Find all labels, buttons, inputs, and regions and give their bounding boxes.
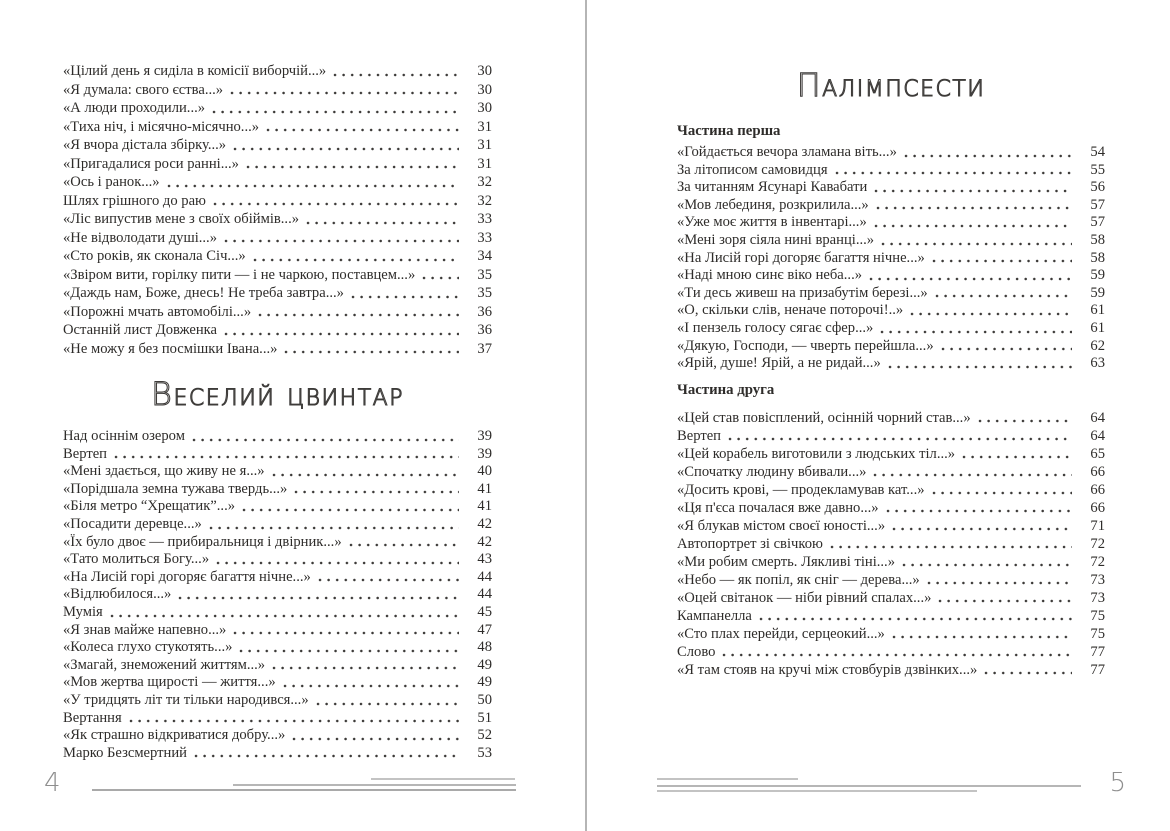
toc-entry — [63, 586, 492, 604]
toc-section-part-one — [677, 144, 1105, 373]
footer-rule — [233, 784, 516, 786]
toc-entry — [63, 229, 492, 248]
toc-entry-title: «Порожні мчать автомобілі...» — [63, 303, 252, 320]
toc-entry-page: 40 — [477, 463, 492, 480]
toc-entry-title: «Мов жертва щирості — життя...» — [63, 674, 276, 691]
toc-entry-page: 35 — [477, 266, 492, 283]
toc-entry-page: 55 — [1090, 161, 1105, 178]
dot-leader — [266, 127, 459, 133]
dot-leader — [938, 598, 1072, 604]
dot-leader — [984, 670, 1072, 676]
toc-entry-title: «Я там стояв на кручі між стовбурів дзвінких...» — [677, 661, 978, 678]
toc-entry-page: 31 — [477, 155, 492, 172]
toc-entry — [63, 639, 492, 657]
toc-entry — [63, 192, 492, 211]
toc-entry-title: Шлях грішного до раю — [63, 192, 206, 209]
dot-leader — [284, 349, 459, 355]
toc-entry — [677, 232, 1105, 250]
toc-entry — [63, 303, 492, 322]
toc-entry-page: 39 — [477, 428, 492, 444]
toc-entry-title: За читанням Ясунарі Кавабати — [677, 179, 868, 196]
toc-entry-title: «Я вчора дістала збірку...» — [63, 137, 227, 153]
toc-entry-title: «Ліс випустив мене з своїх обіймів...» — [63, 211, 300, 227]
toc-entry-title: «Пригадалися роси ранні...» — [63, 155, 239, 172]
dot-leader — [835, 170, 1072, 176]
toc-entry — [677, 481, 1105, 499]
toc-entry — [63, 534, 492, 552]
toc-entry — [63, 81, 492, 100]
page-number-right: 5 — [1109, 768, 1126, 798]
section-heading-veselyi-tsvyntar: Веселий цвинтар — [151, 375, 404, 413]
toc-entry-title: «Ось і ранок...» — [63, 174, 160, 190]
toc-entry-page: 57 — [1090, 214, 1105, 231]
dot-leader — [316, 701, 459, 707]
toc-entry — [677, 499, 1105, 517]
toc-entry — [63, 210, 492, 229]
toc-entry-page: 75 — [1090, 625, 1105, 642]
toc-entry — [63, 446, 492, 464]
footer-rule — [657, 778, 798, 780]
toc-entry-page: 30 — [477, 81, 492, 98]
page-number-left: 4 — [44, 768, 61, 798]
toc-entry-page: 41 — [477, 480, 492, 497]
toc-entry — [63, 428, 492, 446]
toc-entry — [63, 727, 492, 745]
toc-entry — [677, 427, 1105, 445]
toc-entry-title: «Ми робим смерть. Лякливі тіні...» — [677, 553, 895, 570]
toc-entry-page: 72 — [1090, 535, 1105, 552]
toc-entry-title: «Я знав майже напевно...» — [63, 621, 227, 638]
toc-entry-page: 36 — [477, 322, 492, 338]
toc-entry — [677, 535, 1105, 553]
dot-leader — [216, 560, 459, 566]
toc-entry-title: «Мов лебединя, розкрилила...» — [677, 196, 869, 213]
toc-entry-page: 75 — [1090, 607, 1105, 624]
toc-section-veselyi-tsvyntar — [63, 428, 492, 762]
toc-entry — [677, 320, 1105, 338]
toc-entry-title: Марко Безсмертний — [63, 744, 187, 761]
toc-entry-page: 56 — [1090, 179, 1105, 196]
toc-entry-page: 42 — [477, 533, 492, 550]
toc-entry — [677, 553, 1105, 571]
dot-leader — [283, 683, 459, 689]
dot-leader — [722, 652, 1072, 658]
toc-entry-title: «Сто років, як сконала Січ...» — [63, 248, 246, 264]
footer-rule — [657, 785, 1081, 787]
toc-entry — [63, 99, 492, 118]
dot-leader — [962, 454, 1072, 460]
toc-entry-page: 53 — [477, 744, 492, 761]
dot-leader — [272, 665, 459, 671]
section-heading-palimpsesty: Палімпсести — [796, 66, 986, 104]
toc-entry — [677, 445, 1105, 463]
toc-entry-title: «Колеса глухо стукотять...» — [63, 639, 233, 656]
toc-entry-page: 59 — [1090, 267, 1105, 284]
toc-entry — [63, 481, 492, 499]
dot-leader — [114, 454, 459, 460]
toc-entry-title: «Ти десь живеш на призабутім березі...» — [677, 284, 928, 301]
page-fold-gutter-line — [585, 0, 587, 831]
dot-leader — [212, 109, 459, 115]
toc-entry — [63, 657, 492, 675]
toc-entry — [677, 250, 1105, 268]
dot-leader — [881, 241, 1072, 247]
toc-entry-title: «Досить крові, — продекламував кат...» — [677, 481, 925, 498]
dot-leader — [213, 201, 459, 207]
dot-leader — [351, 294, 459, 300]
dot-leader — [910, 311, 1072, 317]
toc-entry-page: 39 — [477, 445, 492, 462]
dot-leader — [886, 508, 1072, 514]
toc-entry-title: Вертеп — [63, 445, 107, 462]
toc-entry-page: 77 — [1090, 661, 1105, 678]
toc-entry — [63, 173, 492, 192]
toc-entry-title: «Наді мною синє віко неба...» — [677, 267, 863, 284]
toc-entry-title: «Спочатку людину вбивали...» — [677, 463, 867, 480]
toc-entry-page: 30 — [477, 100, 492, 116]
toc-entry-page: 59 — [1090, 284, 1105, 301]
dot-leader — [306, 220, 459, 226]
toc-entry — [63, 321, 492, 340]
footer-rule — [657, 790, 977, 792]
dot-leader — [233, 146, 459, 152]
toc-entry-title: «Порідшала земна тужава твердь...» — [63, 480, 288, 497]
toc-entry — [63, 266, 492, 285]
toc-entry-page: 63 — [1090, 355, 1105, 372]
dot-leader — [233, 630, 459, 636]
dot-leader — [178, 595, 459, 601]
toc-entry-page: 73 — [1090, 571, 1105, 588]
dot-leader — [941, 346, 1072, 352]
toc-entry-page: 66 — [1090, 463, 1105, 480]
toc-entry-title: «Я блукав містом своєї юності...» — [677, 517, 886, 534]
toc-entry-title: «На Лисій горі догоряє багаття нічне...» — [63, 568, 311, 585]
dot-leader — [129, 718, 459, 724]
toc-entry-title: Останній лист Довженка — [63, 322, 218, 338]
toc-entry-page: 42 — [477, 515, 492, 532]
dot-leader — [728, 436, 1072, 442]
toc-entry-page: 52 — [477, 727, 492, 744]
toc-entry-page: 44 — [477, 568, 492, 585]
dot-leader — [253, 257, 459, 263]
toc-entry-title: «Не можу я без посмішки Івана...» — [63, 340, 278, 357]
dot-leader — [874, 188, 1072, 194]
toc-column-right — [677, 64, 1105, 679]
dot-leader — [349, 542, 459, 548]
toc-entry — [677, 625, 1105, 643]
toc-entry-page: 58 — [1090, 249, 1105, 266]
toc-entry-title: «Гойдається вечора зламана віть...» — [677, 144, 897, 160]
toc-entry-page: 43 — [477, 551, 492, 568]
toc-entry — [677, 179, 1105, 197]
toc-entry — [677, 162, 1105, 180]
toc-entry-page: 73 — [1090, 589, 1105, 606]
toc-entry-page: 71 — [1090, 517, 1105, 534]
toc-entry-page: 37 — [477, 340, 492, 357]
dot-leader — [242, 507, 459, 513]
toc-entry-title: «Ця п'єса почалася вже давно...» — [677, 499, 879, 516]
toc-entry — [677, 267, 1105, 285]
toc-column-left — [63, 62, 492, 762]
toc-entry-page: 66 — [1090, 499, 1105, 516]
dot-leader — [224, 238, 459, 244]
toc-entry-page: 64 — [1090, 427, 1105, 444]
toc-entry-title: Мумія — [63, 603, 103, 620]
toc-entry-title: Вертання — [63, 709, 122, 726]
toc-entry-page: 49 — [477, 674, 492, 691]
toc-section-part-two — [677, 409, 1105, 679]
dot-leader — [830, 544, 1072, 550]
toc-entry — [677, 409, 1105, 427]
toc-entry — [677, 661, 1105, 679]
toc-entry — [63, 62, 492, 81]
toc-entry-title: «У тридцять літ ти тільки народився...» — [63, 691, 309, 708]
dot-leader — [272, 472, 459, 478]
dot-leader — [224, 331, 459, 337]
dot-leader — [902, 562, 1072, 568]
toc-entry-title: «Відлюбилося...» — [63, 586, 172, 603]
dot-leader — [759, 616, 1072, 622]
dot-leader — [932, 490, 1072, 496]
toc-entry-title: Над осіннім озером — [63, 428, 185, 444]
toc-entry-page: 35 — [477, 285, 492, 301]
toc-entry — [63, 622, 492, 640]
toc-entry-page: 45 — [477, 603, 492, 620]
toc-entry-page: 62 — [1090, 337, 1105, 354]
toc-entry-title: «Як страшно відкриватися добру...» — [63, 727, 286, 744]
toc-entry — [63, 155, 492, 174]
toc-entry — [677, 589, 1105, 607]
toc-entry-page: 47 — [477, 621, 492, 638]
dot-leader — [876, 205, 1072, 211]
toc-entry-title: «І пензель голосу сягає сфер...» — [677, 319, 874, 336]
dot-leader — [892, 526, 1072, 532]
toc-entry — [63, 284, 492, 303]
toc-entry — [677, 571, 1105, 589]
toc-entry-title: За літописом самовидця — [677, 161, 828, 178]
toc-entry-page: 77 — [1090, 643, 1105, 660]
dot-leader — [258, 312, 459, 318]
toc-entry-title: «Посадити деревце...» — [63, 515, 202, 532]
toc-entry-page: 34 — [477, 248, 492, 264]
footer-rule — [371, 778, 515, 780]
toc-entry — [63, 136, 492, 155]
dot-leader — [978, 418, 1072, 424]
toc-entry-title: «Тато молиться Богу...» — [63, 551, 210, 568]
toc-entry-title: «Їх було двоє — прибиральниця і двірник...» — [63, 533, 342, 550]
toc-entry — [63, 247, 492, 266]
toc-entry-page: 31 — [477, 137, 492, 153]
toc-entry-title: «Даждь нам, Боже, днесь! Не треба завтра...» — [63, 285, 344, 301]
toc-entry-page: 66 — [1090, 481, 1105, 498]
toc-entry-title: «Цілий день я сиділа в комісії виборчій...» — [63, 63, 327, 79]
toc-entry-page: 36 — [477, 303, 492, 320]
toc-entry — [677, 517, 1105, 535]
toc-entry-title: «О, скільки слів, неначе поторочі!..» — [677, 302, 904, 319]
dot-leader — [318, 577, 459, 583]
toc-entry — [63, 463, 492, 481]
toc-entry-title: «На Лисій горі догоряє багаття нічне...» — [677, 249, 925, 266]
dot-leader — [194, 753, 459, 759]
toc-entry-page: 61 — [1090, 302, 1105, 319]
toc-entry-title: «А люди проходили...» — [63, 100, 206, 116]
dot-leader — [209, 525, 459, 531]
toc-entry-title: «Цей корабель виготовили з людських тіл...» — [677, 445, 956, 462]
toc-entry — [63, 692, 492, 710]
toc-entry-page: 32 — [477, 174, 492, 190]
dot-leader — [167, 183, 459, 189]
toc-entry-title: Кампанелла — [677, 607, 752, 624]
toc-entry — [63, 745, 492, 763]
toc-entry — [677, 643, 1105, 661]
toc-entry — [677, 607, 1105, 625]
footer-rule — [92, 789, 516, 791]
toc-entry-title: «Не відволодати душі...» — [63, 229, 218, 246]
toc-entry-page: 32 — [477, 192, 492, 209]
part-one-label: Частина перша — [677, 123, 781, 139]
toc-entry-page: 48 — [477, 639, 492, 656]
dot-leader — [888, 364, 1072, 370]
dot-leader — [422, 275, 459, 281]
toc-entry-page: 49 — [477, 656, 492, 673]
toc-entry-page: 54 — [1090, 144, 1105, 160]
toc-entry-page: 51 — [477, 709, 492, 726]
toc-entry-page: 30 — [477, 63, 492, 79]
toc-entry-title: «Змагай, знеможений життям...» — [63, 656, 266, 673]
toc-entry-title: Слово — [677, 643, 716, 660]
dot-leader — [246, 164, 459, 170]
toc-entry — [63, 674, 492, 692]
toc-entry-title: «Цей став повісплений, осінній чорний став...» — [677, 409, 971, 426]
dot-leader — [892, 634, 1072, 640]
toc-entry — [677, 214, 1105, 232]
dot-leader — [192, 437, 459, 443]
toc-entry-page: 64 — [1090, 409, 1105, 426]
dot-leader — [932, 258, 1072, 264]
toc-entry-page: 58 — [1090, 231, 1105, 248]
dot-leader — [110, 613, 459, 619]
toc-entry-page: 33 — [477, 229, 492, 246]
toc-section-intro — [63, 62, 492, 358]
toc-entry-title: Автопортрет зі свічкою — [677, 535, 823, 552]
toc-entry — [677, 338, 1105, 356]
dot-leader — [869, 276, 1072, 282]
toc-entry-title: «Ярій, душе! Ярій, а не ридай...» — [677, 355, 881, 372]
toc-entry — [63, 569, 492, 587]
toc-entry-page: 33 — [477, 211, 492, 227]
toc-entry-title: «Звіром вити, горілку пити — і не чаркою, поставцем...» — [63, 266, 416, 283]
toc-entry-title: Вертеп — [677, 427, 721, 444]
toc-entry — [63, 498, 492, 516]
dot-leader — [927, 580, 1072, 586]
toc-entry-page: 65 — [1090, 445, 1105, 462]
toc-entry — [63, 710, 492, 728]
toc-entry — [63, 516, 492, 534]
toc-entry-page: 50 — [477, 691, 492, 708]
toc-entry — [677, 144, 1105, 162]
toc-entry-title: «Дякую, Господи, — чверть перейшла...» — [677, 337, 934, 354]
dot-leader — [239, 648, 459, 654]
dot-leader — [873, 472, 1072, 478]
toc-entry — [63, 551, 492, 569]
dot-leader — [333, 72, 459, 78]
toc-entry-page: 44 — [477, 586, 492, 603]
toc-entry-title: «Мені здається, що живу не я...» — [63, 463, 265, 480]
dot-leader — [230, 90, 459, 96]
dot-leader — [292, 736, 459, 742]
toc-entry — [63, 604, 492, 622]
toc-entry-title: «Сто плах перейди, серцеокий...» — [677, 625, 885, 642]
toc-entry-page: 31 — [477, 118, 492, 135]
toc-entry-title: «Тиха ніч, і місячно-місячно...» — [63, 118, 260, 135]
toc-entry-page: 72 — [1090, 553, 1105, 570]
toc-entry-title: «Мені зоря сіяла нині вранці...» — [677, 231, 875, 248]
toc-entry-page: 41 — [477, 498, 492, 515]
toc-entry-title: «Я думала: свого єства...» — [63, 81, 224, 98]
toc-entry-title: «Небо — як попіл, як сніг — дерева...» — [677, 571, 920, 588]
toc-entry — [677, 355, 1105, 373]
toc-entry-title: «Оцей світанок — ніби рівний спалах...» — [677, 589, 932, 606]
toc-entry — [677, 302, 1105, 320]
toc-entry-page: 57 — [1090, 196, 1105, 213]
toc-entry — [677, 463, 1105, 481]
dot-leader — [935, 293, 1072, 299]
part-two-label: Частина друга — [677, 381, 775, 398]
dot-leader — [294, 489, 459, 495]
toc-entry-page: 61 — [1090, 319, 1105, 336]
toc-entry-title: «Уже моє життя в інвентарі...» — [677, 214, 867, 231]
dot-leader — [904, 153, 1072, 159]
dot-leader — [880, 329, 1072, 335]
toc-entry-title: «Біля метро “Хрещатик”...» — [63, 498, 236, 515]
toc-entry — [63, 118, 492, 137]
toc-entry — [63, 340, 492, 359]
toc-entry — [677, 197, 1105, 215]
toc-entry — [677, 285, 1105, 303]
dot-leader — [874, 223, 1072, 229]
